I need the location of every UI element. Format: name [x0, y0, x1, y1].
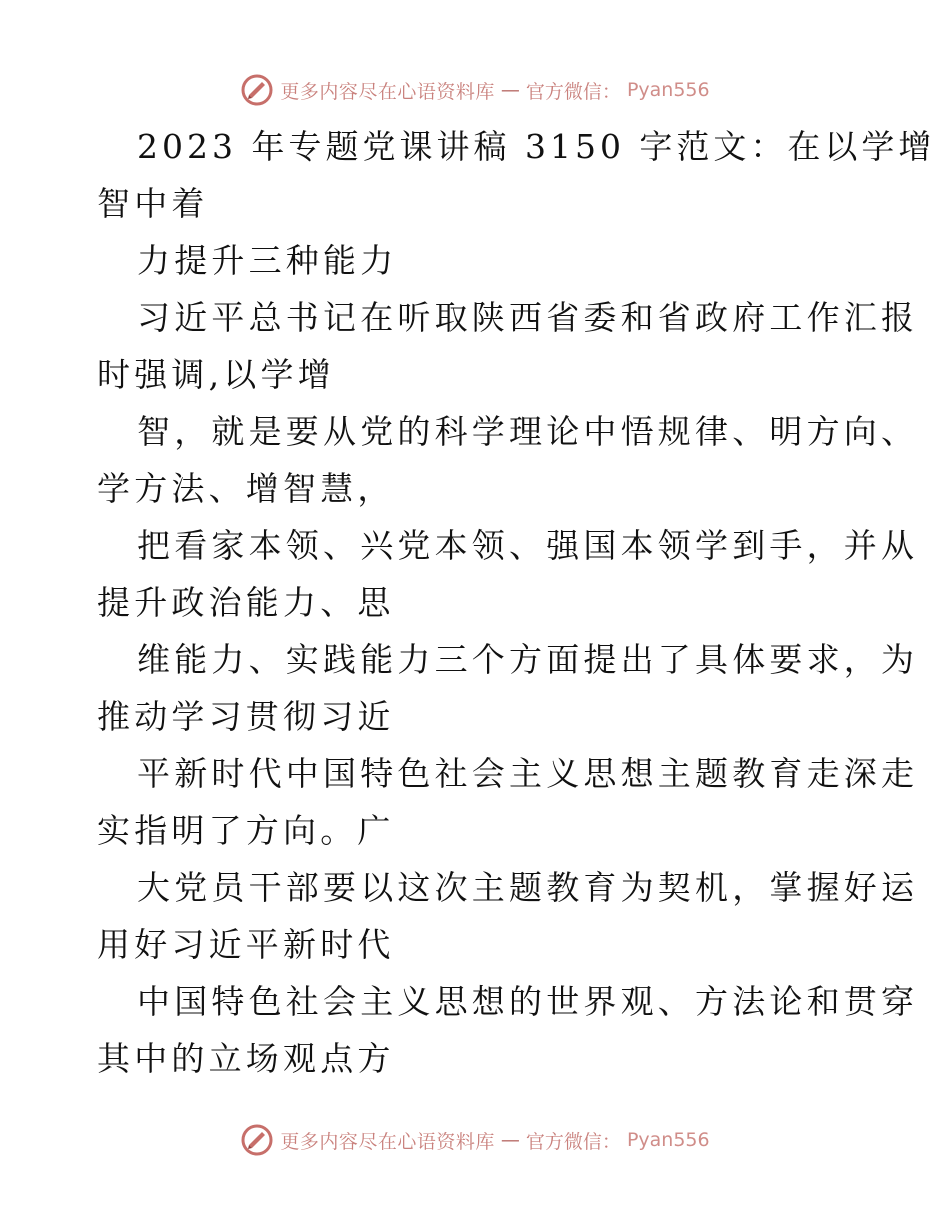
document-body [97, 118, 936, 1087]
logo-icon [240, 73, 274, 107]
header-watermark [0, 70, 950, 110]
paragraph-line: 实指明了方向。广 [97, 811, 395, 850]
paragraph-line: 把看家本领、兴党本领、强国本领学到手，并从 [137, 526, 919, 565]
paragraph-line: 其中的立场观点方 [97, 1039, 395, 1078]
paragraph-line: 推动学习贯彻习近 [97, 697, 395, 736]
title-line-2: 智中着 [97, 184, 209, 223]
watermark-wechat-id: Pyan556 [626, 1129, 710, 1151]
paragraph-line: 学方法、增智慧， [97, 469, 395, 508]
paragraph-line: 习近平总书记在听取陕西省委和省政府工作汇报 [137, 298, 919, 337]
paragraph-line: 用好习近平新时代 [97, 925, 395, 964]
title-line-1: 2023 年专题党课讲稿 3150 字范文：在以学增 [137, 127, 936, 166]
logo-icon [240, 1123, 274, 1157]
footer-watermark [0, 1120, 950, 1160]
title-line-3: 力提升三种能力 [137, 241, 398, 280]
paragraph-line: 智，就是要从党的科学理论中悟规律、明方向、 [137, 412, 919, 451]
paragraph-line: 时强调,以学增 [97, 355, 335, 394]
watermark-brand: 更多内容尽在心语资料库 [280, 80, 495, 103]
paragraph-line: 维能力、实践能力三个方面提出了具体要求，为 [137, 640, 919, 679]
paragraph-line: 大党员干部要以这次主题教育为契机，掌握好运 [137, 868, 919, 907]
watermark-label: 官方微信： [525, 80, 621, 103]
watermark-separator: — [500, 1129, 520, 1151]
paragraph-line: 中国特色社会主义思想的世界观、方法论和贯穿 [137, 982, 919, 1021]
paragraph-line: 提升政治能力、思 [97, 583, 395, 622]
watermark-wechat-id: Pyan556 [626, 79, 710, 101]
watermark-brand: 更多内容尽在心语资料库 [280, 1130, 495, 1153]
paragraph-line: 平新时代中国特色社会主义思想主题教育走深走 [137, 754, 919, 793]
watermark-label: 官方微信： [525, 1130, 621, 1153]
watermark-separator: — [500, 79, 520, 101]
